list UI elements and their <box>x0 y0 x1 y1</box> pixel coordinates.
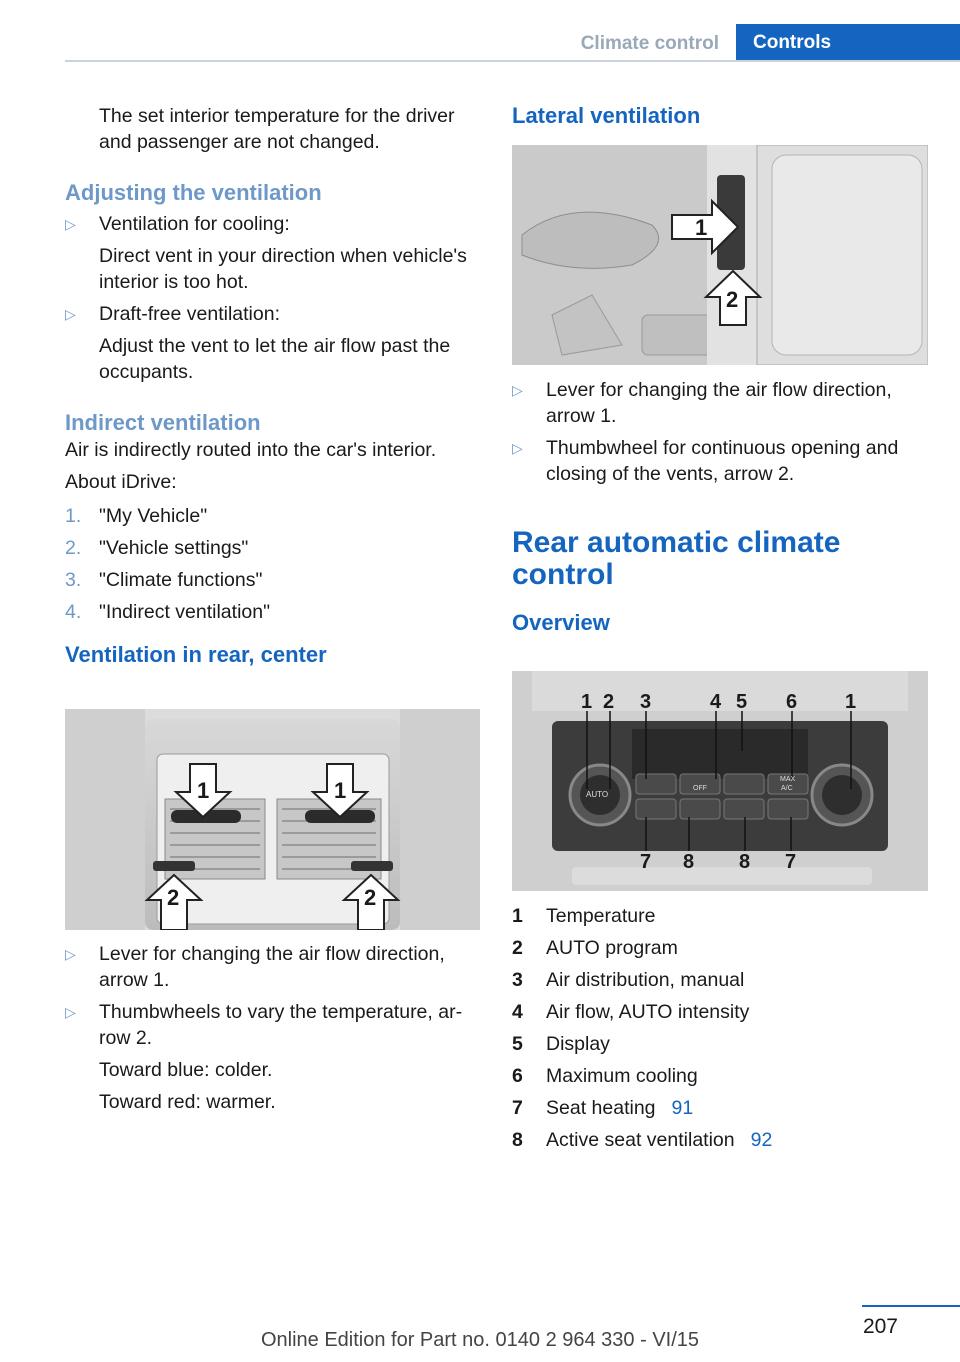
toward-red-text: Toward red: warmer. <box>99 1091 276 1113</box>
figure-label-2: 2 <box>726 287 739 312</box>
legend-item: 2 AUTO program <box>512 937 678 959</box>
heading-overview: Overview <box>512 610 610 635</box>
bullet-triangle-icon: ▷ <box>65 306 76 322</box>
bullet-triangle-icon: ▷ <box>65 216 76 232</box>
panel-label: 8 <box>739 851 751 873</box>
panel-label: 3 <box>640 691 652 713</box>
legend-item: 1 Temperature <box>512 905 656 927</box>
panel-button-auto-text: AUTO <box>586 790 609 799</box>
adjusting-list <box>65 211 480 385</box>
panel-label: 7 <box>640 851 652 873</box>
list-item <box>512 377 928 429</box>
indirect-text: Air is indirectly routed into the car's interior. <box>65 439 437 461</box>
page-ref-link[interactable]: 92 <box>750 1129 773 1151</box>
panel-label: 2 <box>603 691 615 713</box>
edition-footer: Online Edition for Part no. 0140 2 964 330 - VI/15 <box>260 1329 700 1351</box>
left-column-bottom <box>65 941 480 1115</box>
figure-lateral-vent <box>512 145 928 365</box>
legend-item: 4 Air flow, AUTO intensity <box>512 1001 750 1023</box>
figure-label-1: 1 <box>334 778 347 803</box>
legend-item: 8 Active seat ventilation 92 <box>512 1129 773 1151</box>
figure-label-2: 2 <box>167 885 180 910</box>
right-column-legend <box>512 903 928 1159</box>
figure-label-2: 2 <box>364 885 377 910</box>
bullet-triangle-icon: ▷ <box>65 1004 76 1020</box>
item-label: Draft-free ventilation: <box>99 303 280 325</box>
list-item <box>65 941 480 993</box>
panel-button-ac-text: A/C <box>781 785 793 792</box>
rear-vents-illustration <box>65 709 480 930</box>
figure-rear-climate-panel <box>512 671 928 891</box>
toward-blue-text: Toward blue: colder. <box>99 1059 273 1081</box>
item-text: Thumbwheels to vary the temperature, ar‐row 2. <box>99 1001 463 1049</box>
panel-button-max-text: MAX <box>780 776 796 783</box>
heading-rear-auto-line1: Rear automatic climate <box>512 526 841 559</box>
heading-lateral-ventilation: Lateral ventilation <box>512 103 701 128</box>
page-number: 207 <box>862 1315 898 1338</box>
legend-item: 6 Maximum cooling <box>512 1065 698 1087</box>
item-text: Lever for changing the air flow direction, arrow 1. <box>99 943 445 991</box>
heading-rear-center: Ventilation in rear, center <box>65 642 327 667</box>
page-ref-link[interactable]: 91 <box>671 1097 694 1119</box>
bullet-triangle-icon: ▷ <box>65 946 76 962</box>
item-label: Ventilation for cooling: <box>99 213 290 235</box>
panel-label: 1 <box>581 691 593 713</box>
panel-label: 5 <box>736 691 748 713</box>
figure-label-1: 1 <box>695 215 708 240</box>
item-detail: Direct vent in your direction when vehicle's interior is too hot. <box>99 245 467 293</box>
step-item: 2. "Vehicle settings" <box>65 537 249 559</box>
about-idrive: About iDrive: <box>65 471 177 493</box>
legend-item: 7 Seat heating 91 <box>512 1097 694 1119</box>
panel-label: 1 <box>845 691 857 713</box>
header-section-label: Climate control <box>580 33 719 54</box>
bullet-triangle-icon: ▷ <box>512 382 523 398</box>
heading-rear-auto-line2: control <box>512 558 614 591</box>
lateral-vent-illustration <box>512 145 928 365</box>
overview-legend <box>512 903 928 1159</box>
list-item <box>512 435 928 487</box>
panel-label: 7 <box>785 851 797 873</box>
legend-item: 5 Display <box>512 1033 610 1055</box>
right-column <box>512 100 928 130</box>
heading-indirect-ventilation: Indirect ventilation <box>65 410 261 435</box>
item-detail: Adjust the vent to let the air flow past the occupants. <box>99 335 451 383</box>
item-text: Thumbwheel for continuous opening and closing of the vents, arrow 2. <box>546 437 899 485</box>
header-rule <box>65 60 960 62</box>
panel-label: 6 <box>786 691 798 713</box>
left-column <box>65 100 480 669</box>
item-text: Lever for changing the air flow direction, arrow 1. <box>546 379 892 427</box>
footer-rule <box>862 1305 960 1307</box>
list-item <box>65 999 480 1115</box>
step-item: 3. "Climate functions" <box>65 569 263 591</box>
bullet-triangle-icon: ▷ <box>512 440 523 456</box>
legend-item: 3 Air distribution, manual <box>512 969 745 991</box>
figure-rear-center-vents <box>65 709 480 930</box>
intro-text: The set interior temperature for the driver and passenger are not changed. <box>99 105 455 153</box>
panel-label: 4 <box>710 691 722 713</box>
right-column-middle <box>512 377 928 637</box>
panel-label: 8 <box>683 851 695 873</box>
step-item: 1. "My Vehicle" <box>65 505 208 527</box>
list-item <box>65 211 480 295</box>
figure-label-1: 1 <box>197 778 210 803</box>
heading-adjusting-ventilation: Adjusting the ventilation <box>65 180 322 205</box>
step-item: 4. "Indirect ventilation" <box>65 601 271 623</box>
list-item <box>65 301 480 385</box>
panel-button-off-text: OFF <box>693 785 707 792</box>
header-chapter-tab: Controls <box>736 24 960 62</box>
lateral-list <box>512 377 928 487</box>
rear-center-list <box>65 941 480 1115</box>
idrive-steps <box>65 503 480 631</box>
